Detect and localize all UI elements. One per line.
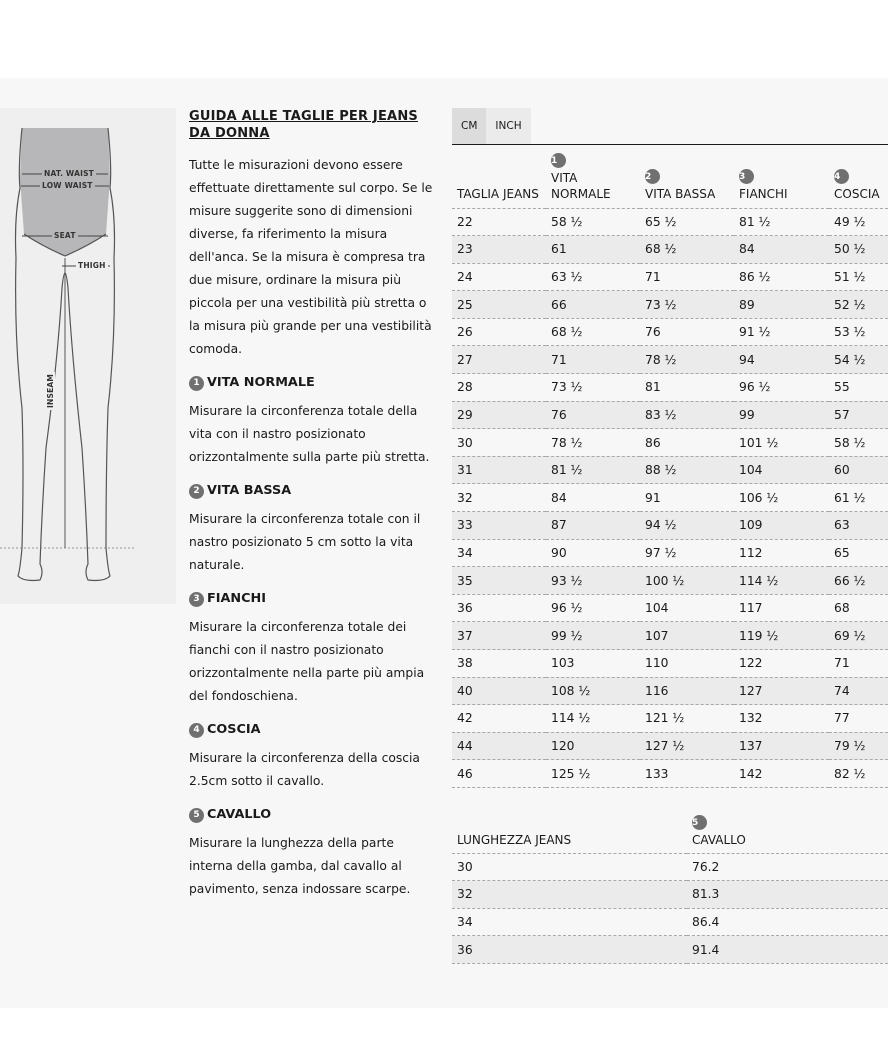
table-cell: 27 — [452, 346, 546, 374]
table-cell: 94 ½ — [640, 512, 734, 540]
table-cell: 99 — [734, 401, 829, 429]
guide-intro: Tutte le misurazioni devono essere effettuate direttamente sul corpo. Se le misure suggerite sono di dimensioni diverse, fa riferimento la misura dell'anca. Se la misura è compresa tra due misure, ordinare la misura più piccola per una vestibilità più stretta o la misura più grande per una vestibilità comoda. — [189, 158, 433, 356]
table-cell: 34 — [452, 539, 546, 567]
section-title: CAVALLO — [207, 807, 272, 822]
column-header — [452, 810, 687, 853]
table-cell: 22 — [452, 208, 546, 236]
table-cell: 108 ½ — [546, 677, 640, 705]
table-cell: 110 — [640, 650, 734, 678]
section-fianchi — [189, 589, 439, 708]
table-cell: 40 — [452, 677, 546, 705]
table-row — [452, 208, 888, 236]
number-3-icon: 3 — [739, 169, 754, 184]
table-cell: 32 — [452, 881, 687, 909]
table-cell: 87 — [546, 512, 640, 540]
section-vita-bassa — [189, 481, 439, 577]
table-cell: 63 ½ — [546, 263, 640, 291]
section-vita-normale — [189, 373, 439, 469]
table-cell: 120 — [546, 732, 640, 760]
number-4-icon: 4 — [834, 169, 849, 184]
table-row — [452, 908, 888, 936]
table-row — [452, 318, 888, 346]
table-cell: 60 — [829, 456, 888, 484]
table-row — [452, 622, 888, 650]
table-cell: 33 — [452, 512, 546, 540]
table-cell: 30 — [452, 853, 687, 881]
table-cell: 53 ½ — [829, 318, 888, 346]
section-cavallo — [189, 805, 439, 901]
seat-label: SEAT — [54, 231, 76, 240]
table-cell: 66 — [546, 291, 640, 319]
table-row — [452, 650, 888, 678]
section-coscia — [189, 720, 439, 793]
length-table — [452, 810, 888, 964]
table-row — [452, 374, 888, 402]
table-cell: 63 — [829, 512, 888, 540]
table-cell: 65 — [829, 539, 888, 567]
column-header — [734, 146, 829, 208]
column-header-label: VITA NORMALE — [551, 170, 611, 201]
table-row — [452, 936, 888, 964]
table-cell: 86.4 — [687, 908, 888, 936]
table-row — [452, 346, 888, 374]
table-cell: 29 — [452, 401, 546, 429]
section-text: Misurare la circonferenza totale dei fianchi con il nastro posizionato orizzontalmente nella parte più ampia del fondoschiena. — [189, 620, 425, 703]
table-cell: 100 ½ — [640, 567, 734, 595]
number-5-icon: 5 — [189, 808, 204, 823]
table-cell: 42 — [452, 705, 546, 733]
table-cell: 109 — [734, 512, 829, 540]
size-guide-text — [189, 108, 439, 901]
table-row — [452, 760, 888, 788]
length-table-body — [452, 853, 888, 963]
table-cell: 49 ½ — [829, 208, 888, 236]
table-cell: 101 ½ — [734, 429, 829, 457]
number-2-icon: 2 — [645, 169, 660, 184]
table-cell: 55 — [829, 374, 888, 402]
table-cell: 69 ½ — [829, 622, 888, 650]
section-title: COSCIA — [207, 722, 261, 737]
column-header — [687, 810, 888, 853]
length-table-header — [452, 810, 888, 853]
table-cell: 121 ½ — [640, 705, 734, 733]
table-cell: 97 ½ — [640, 539, 734, 567]
table-cell: 46 — [452, 760, 546, 788]
table-top-rule — [452, 144, 888, 145]
table-row — [452, 881, 888, 909]
size-table-body — [452, 208, 888, 787]
table-cell: 142 — [734, 760, 829, 788]
number-1-icon: 1 — [189, 376, 204, 391]
number-2-icon: 2 — [189, 484, 204, 499]
column-header-label: CAVALLO — [692, 832, 746, 847]
table-cell: 88 ½ — [640, 456, 734, 484]
table-cell: 68 ½ — [640, 236, 734, 264]
body-measurement-figure — [0, 108, 176, 604]
table-cell: 133 — [640, 760, 734, 788]
unit-tab-cm[interactable]: CM — [452, 108, 486, 144]
table-cell: 71 — [546, 346, 640, 374]
table-row — [452, 263, 888, 291]
table-cell: 81 ½ — [734, 208, 829, 236]
table-cell: 96 ½ — [734, 374, 829, 402]
thigh-label: THIGH — [78, 261, 106, 270]
table-row — [452, 429, 888, 457]
table-cell: 76 — [546, 401, 640, 429]
table-cell: 71 — [829, 650, 888, 678]
table-cell: 51 ½ — [829, 263, 888, 291]
table-cell: 78 ½ — [640, 346, 734, 374]
table-cell: 89 — [734, 291, 829, 319]
number-5-icon: 5 — [692, 815, 707, 830]
table-cell: 96 ½ — [546, 594, 640, 622]
table-row — [452, 567, 888, 595]
column-header-label: LUNGHEZZA JEANS — [457, 832, 572, 847]
number-4-icon: 4 — [189, 723, 204, 738]
table-cell: 107 — [640, 622, 734, 650]
table-cell: 71 — [640, 263, 734, 291]
table-cell: 91.4 — [687, 936, 888, 964]
table-cell: 78 ½ — [546, 429, 640, 457]
table-row — [452, 853, 888, 881]
table-cell: 65 ½ — [640, 208, 734, 236]
table-cell: 73 ½ — [640, 291, 734, 319]
table-cell: 83 ½ — [640, 401, 734, 429]
guide-title: GUIDA ALLE TAGLIE PER JEANS DA DONNA — [189, 109, 418, 141]
table-row — [452, 401, 888, 429]
table-cell: 90 — [546, 539, 640, 567]
column-header-label: TAGLIA JEANS — [457, 186, 539, 201]
table-cell: 37 — [452, 622, 546, 650]
table-cell: 114 ½ — [546, 705, 640, 733]
table-cell: 31 — [452, 456, 546, 484]
table-cell: 68 ½ — [546, 318, 640, 346]
table-cell: 61 ½ — [829, 484, 888, 512]
table-cell: 76.2 — [687, 853, 888, 881]
low-waist-label: LOW WAIST — [42, 181, 93, 190]
size-table — [452, 146, 888, 788]
nat-waist-label: NAT. WAIST — [44, 169, 94, 178]
table-cell: 116 — [640, 677, 734, 705]
table-row — [452, 677, 888, 705]
table-cell: 104 — [640, 594, 734, 622]
table-cell: 52 ½ — [829, 291, 888, 319]
table-row — [452, 236, 888, 264]
table-cell: 35 — [452, 567, 546, 595]
table-cell: 76 — [640, 318, 734, 346]
table-cell: 93 ½ — [546, 567, 640, 595]
section-title: FIANCHI — [207, 591, 266, 606]
table-cell: 104 — [734, 456, 829, 484]
table-cell: 24 — [452, 263, 546, 291]
column-header-label: VITA BASSA — [645, 186, 716, 201]
number-1-icon: 1 — [551, 153, 566, 168]
inseam-label: INSEAM — [46, 373, 55, 408]
table-cell: 61 — [546, 236, 640, 264]
table-cell: 34 — [452, 908, 687, 936]
unit-tab-inch[interactable]: INCH — [486, 108, 530, 144]
section-title: VITA BASSA — [207, 483, 292, 498]
table-cell: 122 — [734, 650, 829, 678]
section-text: Misurare la circonferenza totale della vita con il nastro posizionato orizzontalmente sulla parte più stretta. — [189, 404, 430, 464]
table-row — [452, 484, 888, 512]
table-cell: 112 — [734, 539, 829, 567]
table-cell: 81 — [640, 374, 734, 402]
size-table-header — [452, 146, 888, 208]
column-header — [829, 146, 888, 208]
table-cell: 84 — [734, 236, 829, 264]
table-cell: 30 — [452, 429, 546, 457]
table-cell: 91 — [640, 484, 734, 512]
table-cell: 32 — [452, 484, 546, 512]
table-cell: 58 ½ — [829, 429, 888, 457]
number-3-icon: 3 — [189, 592, 204, 607]
table-cell: 127 — [734, 677, 829, 705]
table-row — [452, 732, 888, 760]
table-row — [452, 594, 888, 622]
section-title: VITA NORMALE — [207, 375, 315, 390]
table-cell: 91 ½ — [734, 318, 829, 346]
column-header-label: FIANCHI — [739, 186, 788, 201]
table-cell: 38 — [452, 650, 546, 678]
table-cell: 36 — [452, 936, 687, 964]
table-cell: 79 ½ — [829, 732, 888, 760]
table-cell: 36 — [452, 594, 546, 622]
table-cell: 77 — [829, 705, 888, 733]
table-cell: 125 ½ — [546, 760, 640, 788]
table-cell: 99 ½ — [546, 622, 640, 650]
column-header — [640, 146, 734, 208]
unit-toggle — [452, 108, 531, 144]
table-row — [452, 705, 888, 733]
table-cell: 86 — [640, 429, 734, 457]
table-cell: 26 — [452, 318, 546, 346]
section-text: Misurare la lunghezza della parte interna della gamba, dal cavallo al pavimento, senza indossare scarpe. — [189, 836, 411, 896]
table-cell: 23 — [452, 236, 546, 264]
table-cell: 44 — [452, 732, 546, 760]
section-text: Misurare la circonferenza totale con il nastro posizionato 5 cm sotto la vita naturale. — [189, 512, 421, 572]
table-cell: 132 — [734, 705, 829, 733]
table-cell: 127 ½ — [640, 732, 734, 760]
table-cell: 84 — [546, 484, 640, 512]
table-cell: 114 ½ — [734, 567, 829, 595]
table-cell: 103 — [546, 650, 640, 678]
section-text: Misurare la circonferenza della coscia 2.5cm sotto il cavallo. — [189, 751, 420, 788]
table-cell: 81 ½ — [546, 456, 640, 484]
table-cell: 81.3 — [687, 881, 888, 909]
table-cell: 25 — [452, 291, 546, 319]
table-cell: 74 — [829, 677, 888, 705]
column-header — [546, 146, 640, 208]
table-cell: 73 ½ — [546, 374, 640, 402]
table-cell: 57 — [829, 401, 888, 429]
table-cell: 68 — [829, 594, 888, 622]
column-header-label: COSCIA — [834, 186, 880, 201]
table-row — [452, 512, 888, 540]
table-cell: 119 ½ — [734, 622, 829, 650]
table-cell: 82 ½ — [829, 760, 888, 788]
table-cell: 50 ½ — [829, 236, 888, 264]
table-cell: 86 ½ — [734, 263, 829, 291]
table-row — [452, 456, 888, 484]
table-cell: 28 — [452, 374, 546, 402]
table-cell: 94 — [734, 346, 829, 374]
table-row — [452, 539, 888, 567]
table-row — [452, 291, 888, 319]
table-cell: 58 ½ — [546, 208, 640, 236]
table-cell: 106 ½ — [734, 484, 829, 512]
table-cell: 66 ½ — [829, 567, 888, 595]
table-cell: 137 — [734, 732, 829, 760]
column-header — [452, 146, 546, 208]
table-cell: 117 — [734, 594, 829, 622]
table-cell: 54 ½ — [829, 346, 888, 374]
